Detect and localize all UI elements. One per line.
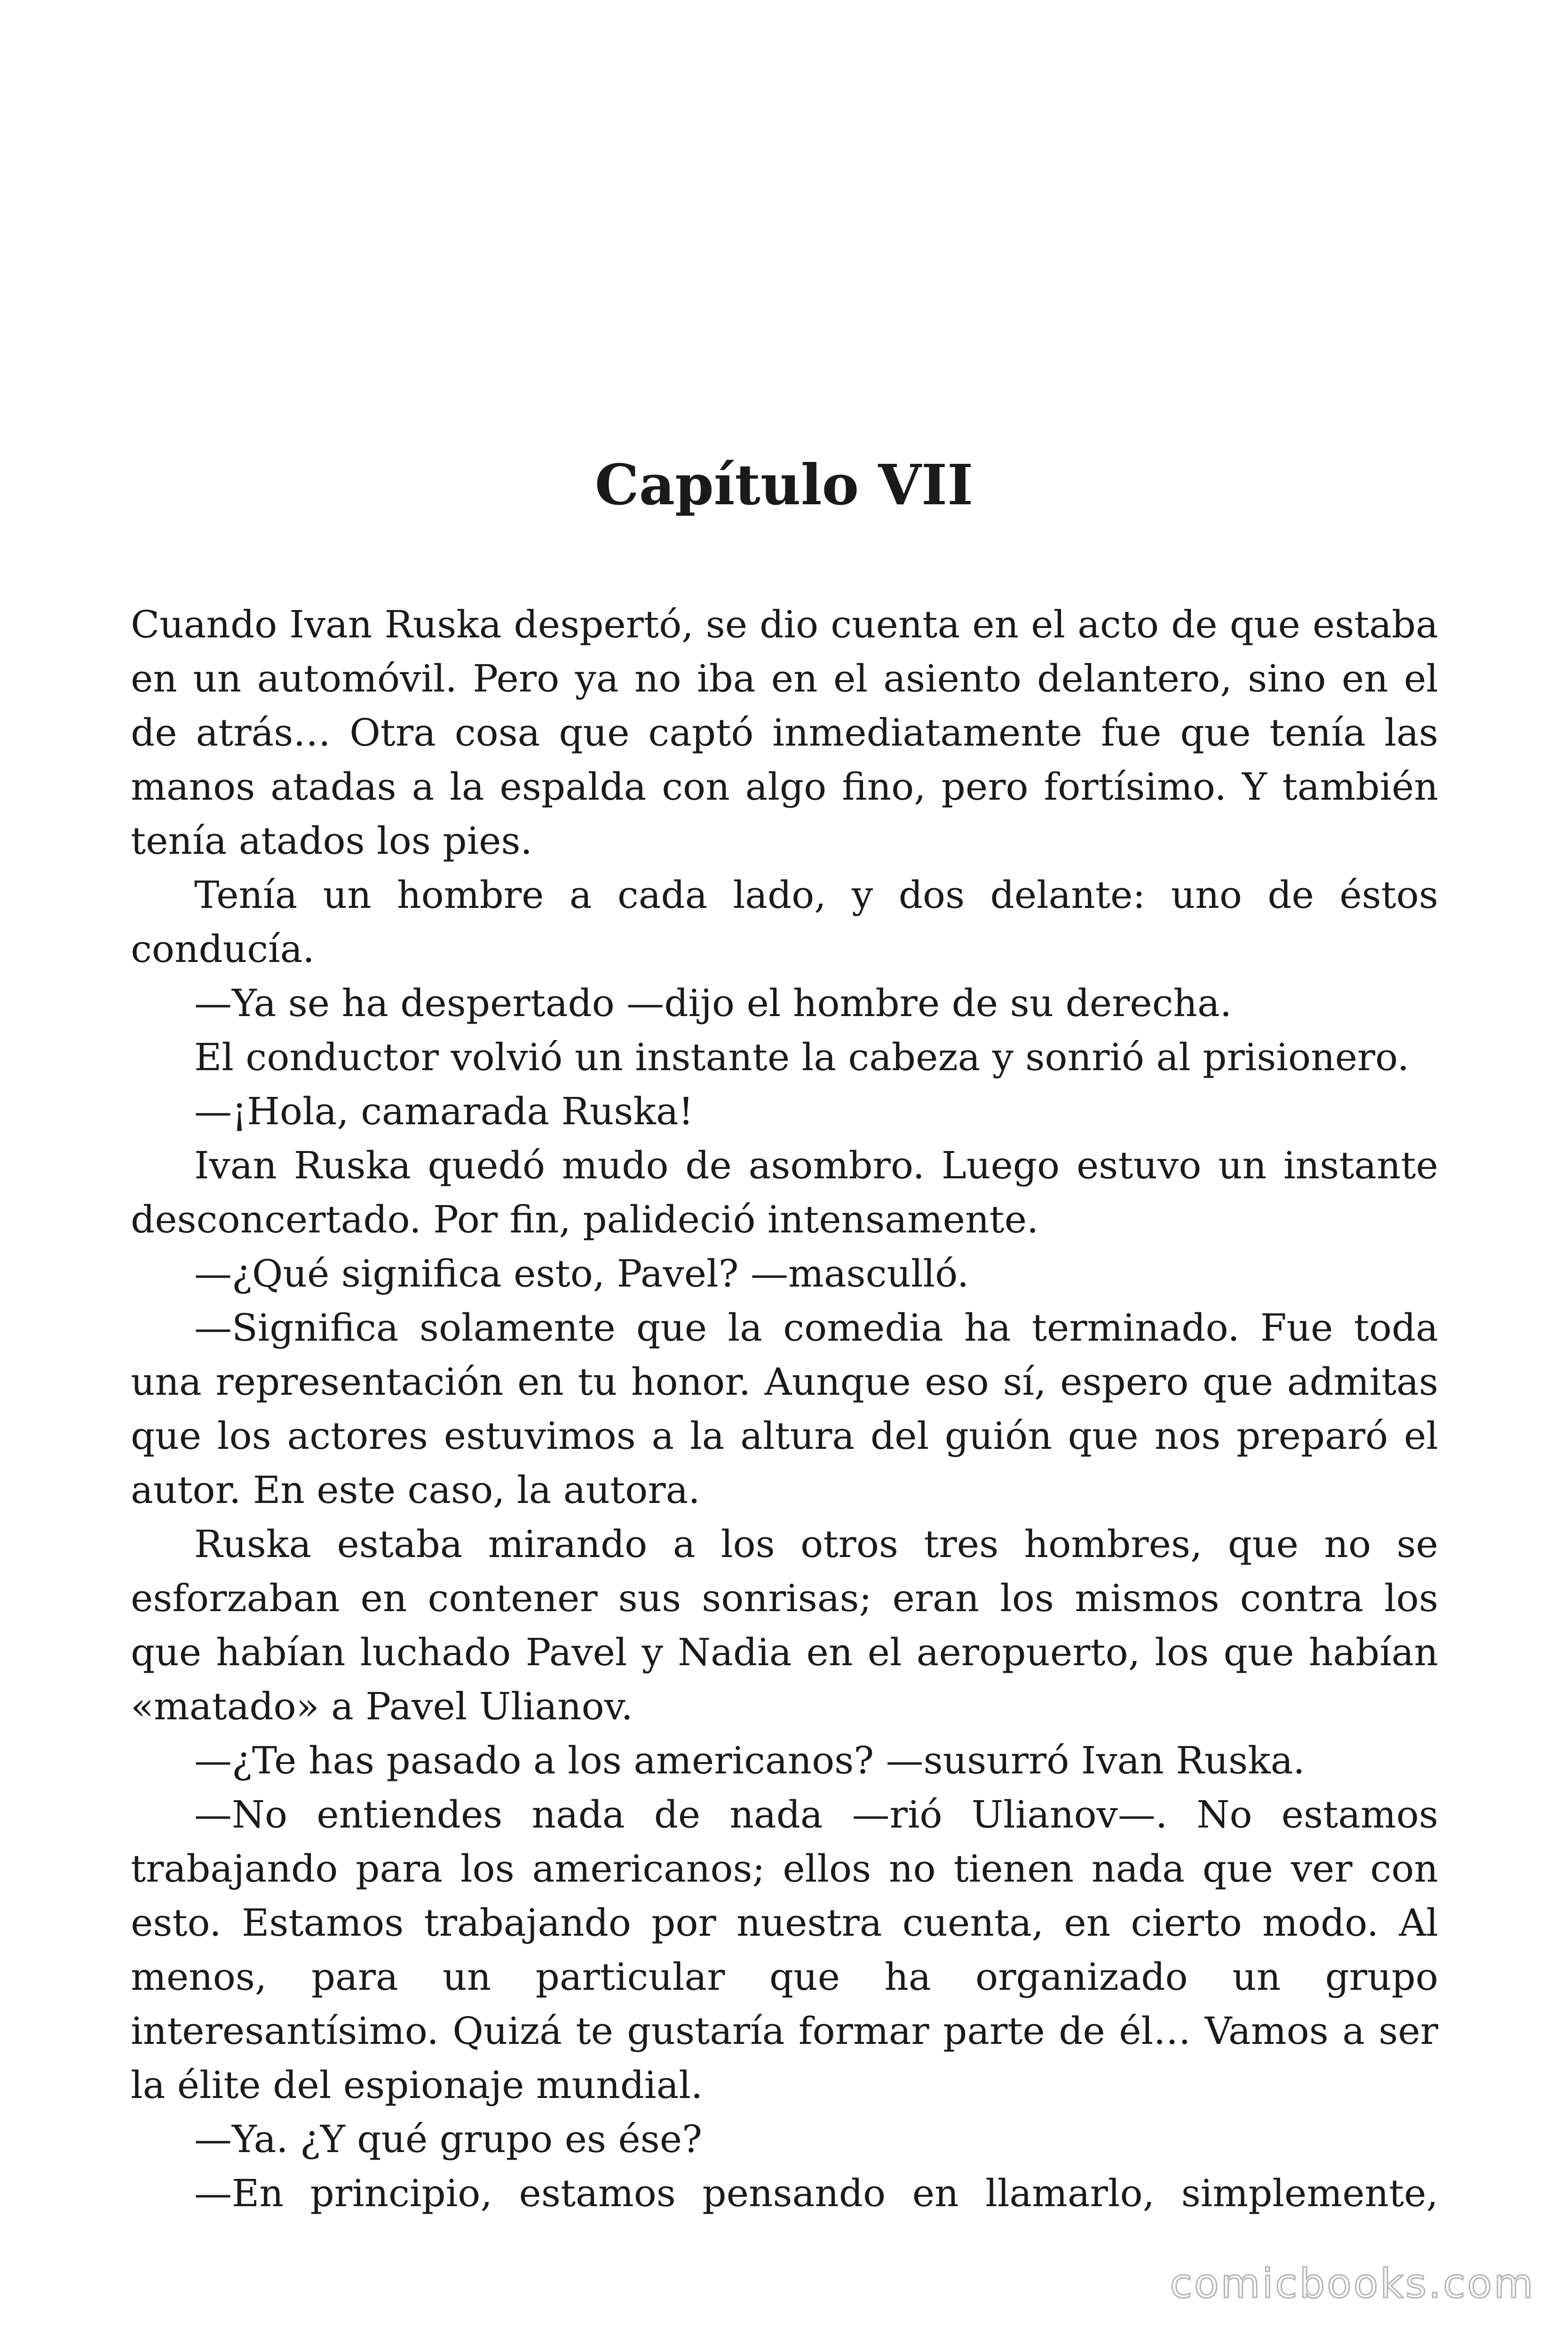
chapter-title: Capítulo VII <box>594 452 974 517</box>
watermark-logo: comicbooks.com <box>1170 2260 1535 2307</box>
paragraph: —¡Hola, camarada Ruska! <box>194 1089 694 1133</box>
paragraph: —En principio, estamos pensando en llamarlo, simplemente, <box>194 2171 1438 2215</box>
paragraph: —Ya. ¿Y qué grupo es ése? <box>194 2117 703 2161</box>
chapter-body <box>131 597 1438 2220</box>
paragraph: El conductor volvió un instante la cabeza y sonrió al prisionero. <box>194 1035 1410 1079</box>
paragraph: Ivan Ruska quedó mudo de asombro. Luego estuvo un instante desconcertado. Por fin, palideció intensamente. <box>131 1144 1438 1241</box>
paragraph: Tenía un hombre a cada lado, y dos delante: uno de éstos conducía. <box>131 873 1438 971</box>
paragraph: Ruska estaba mirando a los otros tres hombres, que no se esforzaban en contener sus sonrisas; eran los mismos contra los que habían luchado Pavel y Nadia en el aeropuerto, los que habían «matado» a Pavel Ulianov. <box>131 1522 1438 1728</box>
paragraph: —No entiendes nada de nada —rió Ulianov—. No estamos trabajando para los americanos; ellos no tienen nada que ver con esto. Estamos trabajando por nuestra cuenta, en cierto modo. Al menos, para un particular que ha organizado un grupo interesantísimo. Quizá te gustaría formar parte de él… Vamos a ser la élite del espionaje mundial. <box>131 1793 1438 2107</box>
paragraph: —Ya se ha despertado —dijo el hombre de su derecha. <box>194 981 1232 1025</box>
paragraph: Cuando Ivan Ruska despertó, se dio cuenta en el acto de que estaba en un automóvil. Pero ya no iba en el asiento delantero, sino en el de atrás… Otra cosa que captó inmediatamente fue que tenía las manos atadas a la espalda con algo fino, pero fortísimo. Y también tenía atados los pies. <box>131 603 1438 863</box>
paragraph: —Significa solamente que la comedia ha terminado. Fue toda una representación en tu honor. Aunque eso sí, espero que admitas que los actores estuvimos a la altura del guión que nos preparó el autor. En este caso, la autora. <box>131 1306 1438 1512</box>
paragraph: —¿Te has pasado a los americanos? —susurró Ivan Ruska. <box>194 1739 1305 1782</box>
paragraph: —¿Qué significa esto, Pavel? —masculló. <box>194 1252 969 1295</box>
